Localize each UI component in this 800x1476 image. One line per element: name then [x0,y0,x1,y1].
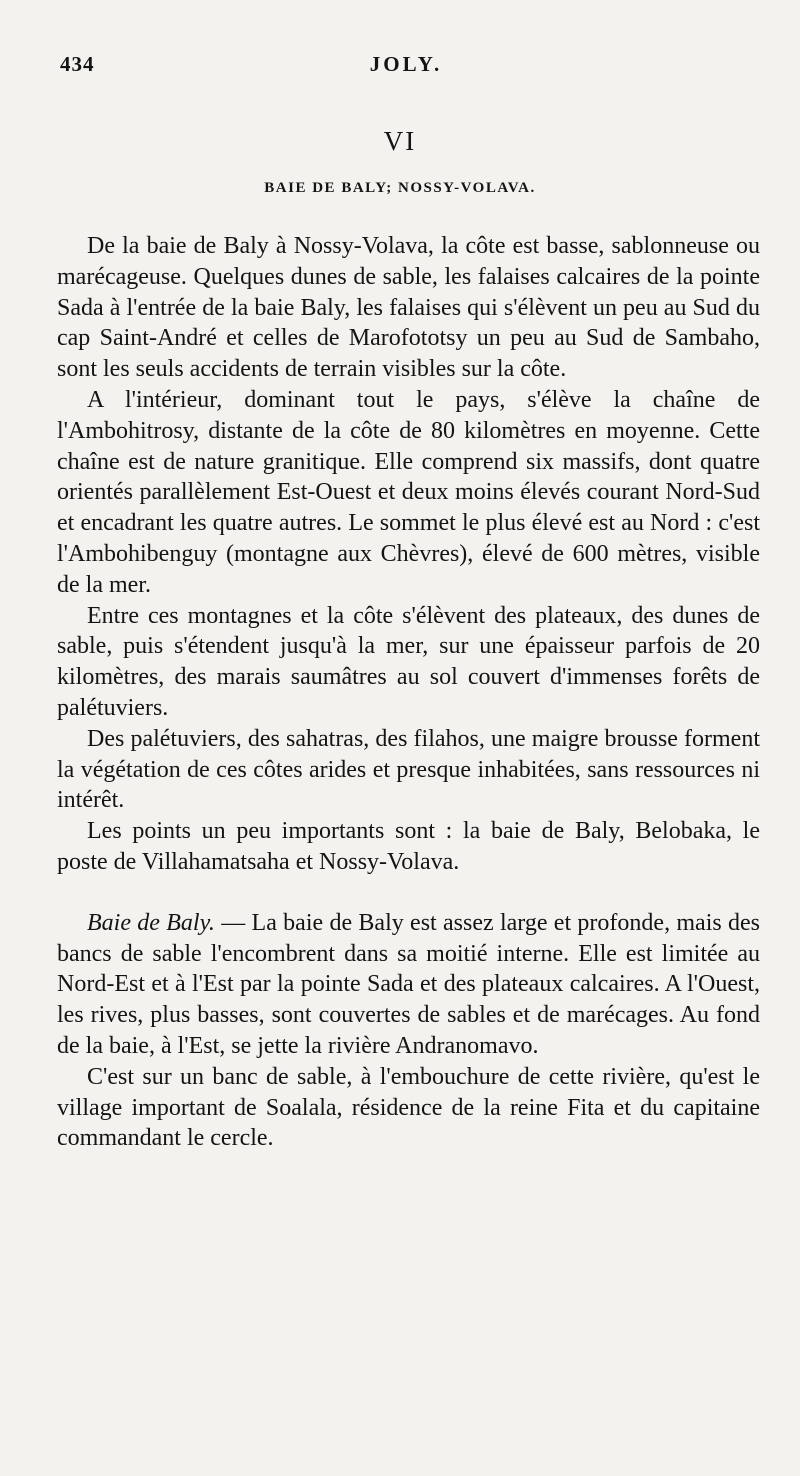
section-number: VI [383,126,417,156]
body-text [57,231,760,1154]
page-header [60,52,752,92]
paragraph: C'est sur un banc de sable, à l'embouchure de cette rivière, qu'est le village important de Soalala, résidence de la reine Fita et du capitaine commandant le cercle. [57,1063,760,1152]
subsection-text: — La baie de Baly est assez large et profonde, mais des bancs de sable l'encombrent dans sa moitié interne. Elle est limitée au Nord-Est et à l'Est par la pointe Sada et des plateaux calcaires. A l'Ouest, les rives, plus basses, sont couvertes de sables et de marécages. Au fond de la baie, à l'Est, se jette la rivière Andranomavo. [57,909,761,1059]
paragraph: Des palétuviers, des sahatras, des filahos, une maigre brousse forment la végétation de ces côtes arides et presque inhabitées, sans ressources ni intérêt. [57,725,760,814]
paragraph: De la baie de Baly à Nossy-Volava, la côte est basse, sablonneuse ou marécageuse. Quelques dunes de sable, les falaises calcaires de la pointe Sada à l'entrée de la baie Baly, les falaises qui s'élèvent un peu au Sud du cap Saint-André et celles de Marofototsy un peu au Sud de Sambaho, sont les seuls accidents de terrain visibles sur la côte. [57,233,760,383]
section-title: BAIE DE BALY; NOSSY-VOLAVA. [264,180,536,196]
paragraph: Entre ces montagnes et la côte s'élèvent des plateaux, des dunes de sable, puis s'étendent jusqu'à la mer, sur une épaisseur parfois de 20 kilomètres, des marais saumâtres au sol couvert d'immenses forêts de palétuviers. [57,602,760,721]
subsection-paragraph [57,908,760,1062]
running-head: JOLY. [369,52,443,76]
paragraph: A l'intérieur, dominant tout le pays, s'élève la chaîne de l'Ambohitrosy, distante de la côte de 80 kilomètres en moyenne. Cette chaîne est de nature granitique. Elle comprend six massifs, dont quatre orientés parallèlement Est-Ouest et deux moins élevés courant Nord-Sud et encadrant les quatre autres. Le sommet le plus élevé est au Nord : c'est l'Ambohibenguy (montagne aux Chèvres), élevé de 600 mètres, visible de la mer. [57,386,760,598]
paragraph: Les points un peu importants sont : la baie de Baly, Belobaka, le poste de Villahamatsaha et Nossy-Volava. [57,818,760,875]
subsection-label: Baie de Baly. [87,909,215,936]
page-number: 434 [60,52,95,76]
